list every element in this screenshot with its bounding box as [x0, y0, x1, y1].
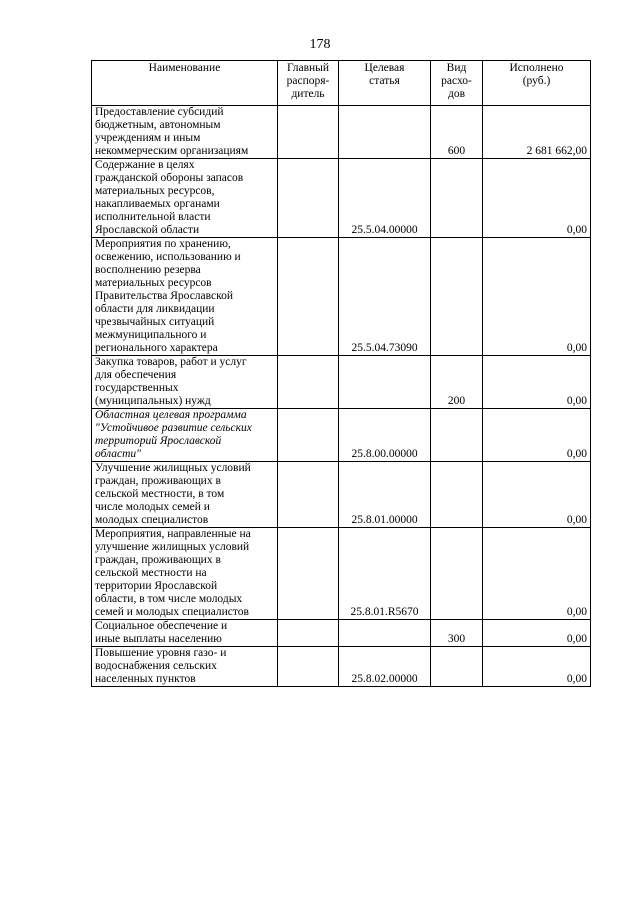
- row-target-article: 25.8.02.00000: [339, 647, 431, 687]
- row-target-article: 25.8.01.R5670: [339, 528, 431, 620]
- header-chief-line: дитель: [291, 88, 325, 100]
- header-chief-line: Главный: [286, 62, 330, 74]
- row-amount: 0,00: [483, 159, 591, 238]
- header-amount-line: (руб.): [522, 75, 551, 87]
- header-chief-line: распоря-: [286, 75, 330, 87]
- row-expense-kind: 300: [431, 620, 483, 647]
- row-name: Улучшение жилищных условий граждан, проживающих в сельской местности, в том числе молодых семей и молодых специалистов: [92, 462, 278, 528]
- header-amount: [483, 61, 591, 106]
- row-name: Закупка товаров, работ и услуг для обеспечения государственных (муниципальных) нужд: [92, 356, 278, 409]
- row-amount: 0,00: [483, 409, 591, 462]
- row-amount: 0,00: [483, 462, 591, 528]
- table-row: [92, 159, 591, 238]
- row-chief: [278, 106, 339, 159]
- row-expense-kind: [431, 528, 483, 620]
- table-row: [92, 462, 591, 528]
- row-amount: 0,00: [483, 620, 591, 647]
- row-expense-kind: 200: [431, 356, 483, 409]
- row-expense-kind: [431, 462, 483, 528]
- row-target-article: [339, 620, 431, 647]
- header-target-line: Целевая: [364, 62, 405, 74]
- table-row: [92, 238, 591, 356]
- table-row: [92, 106, 591, 159]
- table-row: [92, 409, 591, 462]
- header-target: [339, 61, 431, 106]
- header-row: [92, 61, 591, 106]
- row-amount: 0,00: [483, 356, 591, 409]
- row-name: Содержание в целях гражданской обороны запасов материальных ресурсов, накапливаемых органами исполнительной власти Ярославской области: [92, 159, 278, 238]
- row-target-article: [339, 106, 431, 159]
- page-number: 178: [309, 37, 331, 52]
- row-target-article: 25.5.04.73090: [339, 238, 431, 356]
- row-expense-kind: [431, 647, 483, 687]
- row-target-article: [339, 356, 431, 409]
- header-kind-line: расхо-: [441, 75, 472, 87]
- budget-table: [91, 60, 591, 687]
- row-expense-kind: 600: [431, 106, 483, 159]
- header-name: [92, 61, 278, 106]
- header-name-line: Наименование: [148, 62, 221, 74]
- row-expense-kind: [431, 409, 483, 462]
- table-row: [92, 620, 591, 647]
- row-amount: 0,00: [483, 528, 591, 620]
- row-chief: [278, 620, 339, 647]
- row-name: Областная целевая программа "Устойчивое развитие сельских территорий Ярославской области": [92, 409, 278, 462]
- row-chief: [278, 528, 339, 620]
- row-chief: [278, 409, 339, 462]
- row-chief: [278, 462, 339, 528]
- row-target-article: 25.5.04.00000: [339, 159, 431, 238]
- table-row: [92, 647, 591, 687]
- row-name: Повышение уровня газо- и водоснабжения сельских населенных пунктов: [92, 647, 278, 687]
- row-expense-kind: [431, 238, 483, 356]
- header-chief: [278, 61, 339, 106]
- row-name: Предоставление субсидий бюджетным, автономным учреждениям и иным некоммерческим организациям: [92, 106, 278, 159]
- row-target-article: 25.8.01.00000: [339, 462, 431, 528]
- row-chief: [278, 647, 339, 687]
- row-name: Социальное обеспечение и иные выплаты населению: [92, 620, 278, 647]
- header-amount-line: Исполнено: [509, 62, 564, 74]
- row-name: Мероприятия по хранению, освежению, использованию и восполнению резерва материальных ресурсов Правительства Ярославской области для ликвидации чрезвычайных ситуаций межмуниципального и регионального характера: [92, 238, 278, 356]
- row-amount: 0,00: [483, 647, 591, 687]
- table-row: [92, 528, 591, 620]
- row-amount: 2 681 662,00: [483, 106, 591, 159]
- row-expense-kind: [431, 159, 483, 238]
- header-target-line: статья: [369, 75, 400, 87]
- row-chief: [278, 356, 339, 409]
- header-kind-line: дов: [447, 88, 466, 100]
- row-target-article: 25.8.00.00000: [339, 409, 431, 462]
- row-chief: [278, 159, 339, 238]
- header-kind-line: Вид: [446, 62, 467, 74]
- row-name: Мероприятия, направленные на улучшение жилищных условий граждан, проживающих в сельской местности на территории Ярославской области, в том числе молодых семей и молодых специалистов: [92, 528, 278, 620]
- table-row: [92, 356, 591, 409]
- row-amount: 0,00: [483, 238, 591, 356]
- header-kind: [431, 61, 483, 106]
- row-chief: [278, 238, 339, 356]
